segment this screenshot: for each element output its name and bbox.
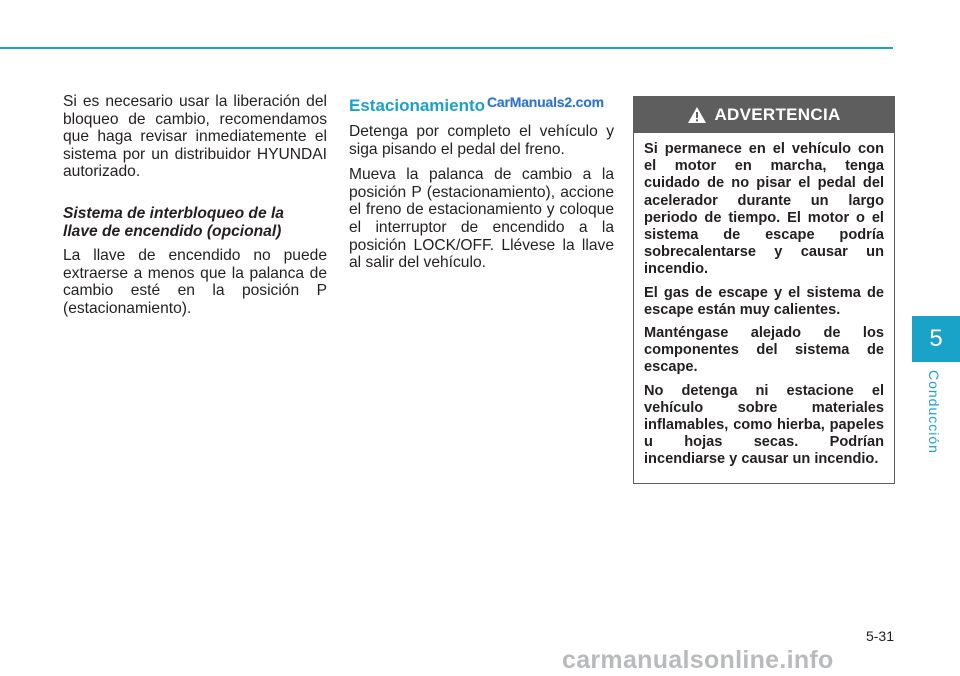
warning-paragraph: Si permanece en el vehículo con el motor en marcha, tenga cuidado de no pisar el pedal del acelerador durante un largo periodo de tiempo. El motor o el sistema de escape podría sobrecalentarse y causar un incendio. — [644, 141, 884, 278]
interlock-paragraph: La llave de encendido no puede extraerse a menos que la palanca de cambio esté en la posición P (estacionamiento). — [63, 246, 327, 317]
header-rule — [0, 47, 893, 49]
footer-watermark[interactable]: carmanualsonline.info — [562, 646, 834, 674]
parking-paragraph-2: Mueva la palanca de cambio a la posición P (estacionamiento), accione el freno de estacionamiento y coloque el interruptor de encendido a la posición LOCK/OFF. Llévese la llave al salir del vehículo. — [349, 166, 614, 272]
watermark-link[interactable]: CarManuals2.com — [487, 94, 604, 110]
chapter-tab[interactable]: 5 — [912, 316, 960, 362]
chapter-label: Conducción — [926, 370, 942, 454]
interlock-heading-line1: Sistema de interbloqueo de la — [63, 204, 284, 222]
warning-body — [634, 133, 894, 469]
warning-paragraph: No detenga ni estacione el vehículo sobre materiales inflamables, como hierba, papeles u hojas secas. Podrían incendiarse y causar un incendio. — [644, 382, 884, 468]
intro-paragraph: Si es necesario usar la liberación del bloqueo de cambio, recomendamos que haga revisar inmediatemente el sistema por un distribuidor HYUNDAI autorizado. — [63, 93, 327, 181]
warning-paragraph: Manténgase alejado de los componentes del sistema de escape. — [644, 325, 884, 376]
interlock-heading-line2: llave de encendido (opcional) — [63, 222, 282, 240]
middle-column — [349, 96, 614, 272]
warning-triangle-icon — [687, 106, 707, 124]
parking-heading: Estacionamiento — [349, 96, 486, 115]
parking-paragraph-1: Detenga por completo el vehículo y siga pisando el pedal del freno. — [349, 123, 614, 158]
warning-paragraph: El gas de escape y el sistema de escape están muy calientes. — [644, 284, 884, 318]
warning-header — [634, 97, 894, 133]
page-number: 5-31 — [865, 628, 894, 644]
warning-title: ADVERTENCIA — [714, 105, 841, 124]
interlock-heading — [63, 205, 327, 241]
left-column — [63, 93, 327, 317]
warning-box — [633, 96, 895, 484]
